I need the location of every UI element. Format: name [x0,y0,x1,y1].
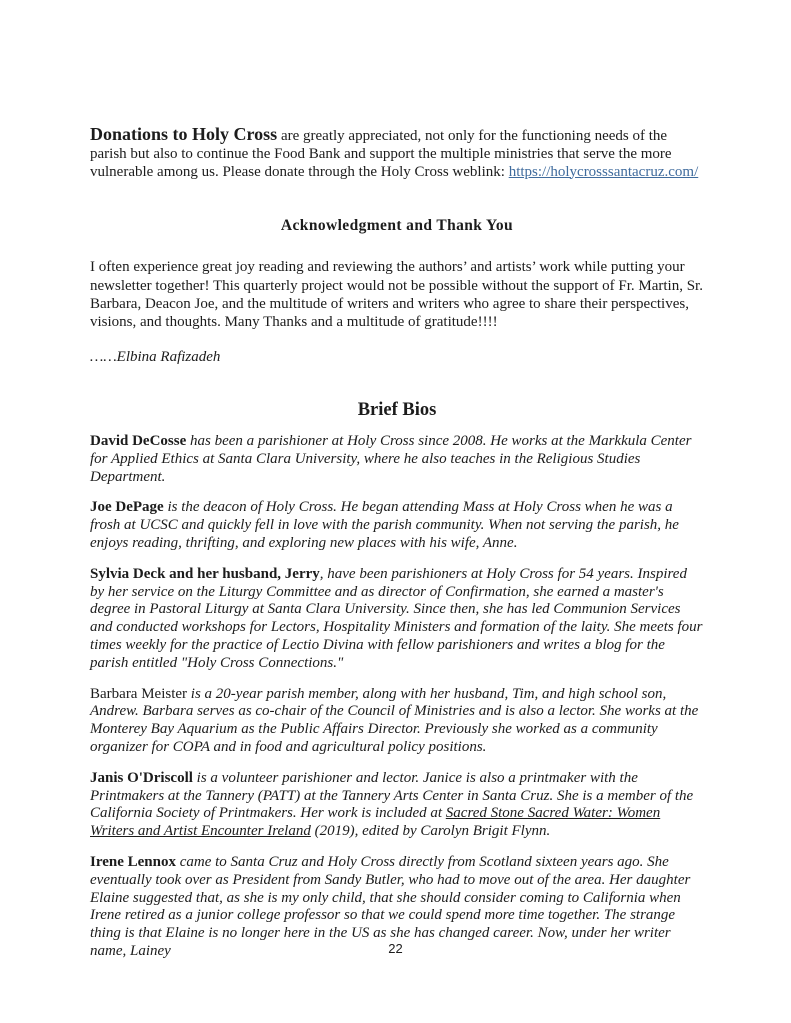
donations-body: are greatly appreciated, not only for the functioning needs of the parish but also to continue the Food Bank and support the multiple ministries that serve the more vulnerable among us. Please donate through the Holy Cross weblink: [90,128,672,180]
bio-text: came to Santa Cruz and Holy Cross directly from Scotland sixteen years ago. She eventually took over as President from Sandy Butler, who had to move out of the area. Her daughter Elaine suggested that, as she is my only child, that she should consider coming to California when Irene retired as a junior college professor so that we could spend more time together. The strange thing is that Elaine is no longer here in the US as she has changed career. Now, under her writer name, Lainey [90,853,691,959]
bio-name: David DeCosse [90,433,187,449]
bio-text: is the deacon of Holy Cross. He began attending Mass at Holy Cross when he was a frosh at UCSC and quickly fell in love with the parish community. When not serving the parish, he enjoys reading, thrifting, and exploring new places with his wife, Anne. [90,499,679,551]
bio-paragraph [90,499,704,552]
bio-text: is a 20-year parish member, along with her husband, Tim, and high school son, Andrew. Barbara serves as co-chair of the Council of Ministries and is also a lector. She works at the Monterey Bay Aquarium as the Public Affairs Director. Previously she worked as a community organizer for COPA and in food and agricultural policy positions. [90,685,699,755]
donations-paragraph [90,126,704,181]
bio-paragraph [90,686,704,757]
bio-paragraph [90,433,704,486]
acknowledgment-heading: Acknowledgment and Thank You [280,217,514,235]
bio-name: Irene Lennox [90,853,176,870]
donation-link[interactable]: https://holycrosssantacruz.com/ [508,163,699,180]
bio-name: Barbara Meister [90,685,188,702]
bio-paragraph [90,770,704,841]
bio-name: Janis O'Driscoll [90,769,193,786]
bios-list [90,433,704,961]
bio-name: Sylvia Deck and her husband, Jerry [90,565,320,582]
bio-name: Joe DePage [90,499,164,516]
bio-text: , have been parishioners at Holy Cross for 54 years. Inspired by her service on the Liturgy Committee and as director of Confirmation, she earned a master's degree in Pastoral Liturgy at Santa Clara University. Since then, she has led Communion Services and conducted workshops for Lectors, Hospitality Ministers and formation of the laity. She meets four times weekly for the practice of Lectio Divina with fellow parishioners and writes a blog for the parish entitled "Holy Cross Connections." [90,565,703,671]
bio-text: (2019), edited by Carolyn Brigit Flynn. [310,823,551,840]
signature: ……Elbina Rafizadeh [90,349,221,366]
acknowledgment-body: I often experience great joy reading and reviewing the authors’ and artists’ work while putting your newsletter together! This quarterly project would not be possible without the support of Fr. Martin, Sr. Barbara, Deacon Joe, and the multitude of writers and writers who agree to share their perspectives, visions, and thoughts. Many Thanks and a multitude of gratitude!!!! [90,259,703,330]
brief-bios-heading: Brief Bios [357,400,437,420]
page-content [90,126,704,961]
bio-text: is a volunteer parishioner and lector. Janice is also a printmaker with the Printmakers at the Tannery (PATT) at the Tannery Arts Center in Santa Cruz. She is a member of the California Society of Printmakers. Her work is included at [90,769,694,822]
bio-text: has been a parishioner at Holy Cross since 2008. He works at the Markkula Center for Applied Ethics at Santa Clara University, where he also teaches in the Religious Studies Department. [90,433,692,485]
page-number: 22 [388,941,403,956]
bio-underlined-title: Sacred Stone Sacred Water: Women Writers and Artist Encounter Ireland [90,805,661,840]
donations-lead: Donations to Holy Cross [90,124,278,144]
bio-paragraph [90,566,704,673]
